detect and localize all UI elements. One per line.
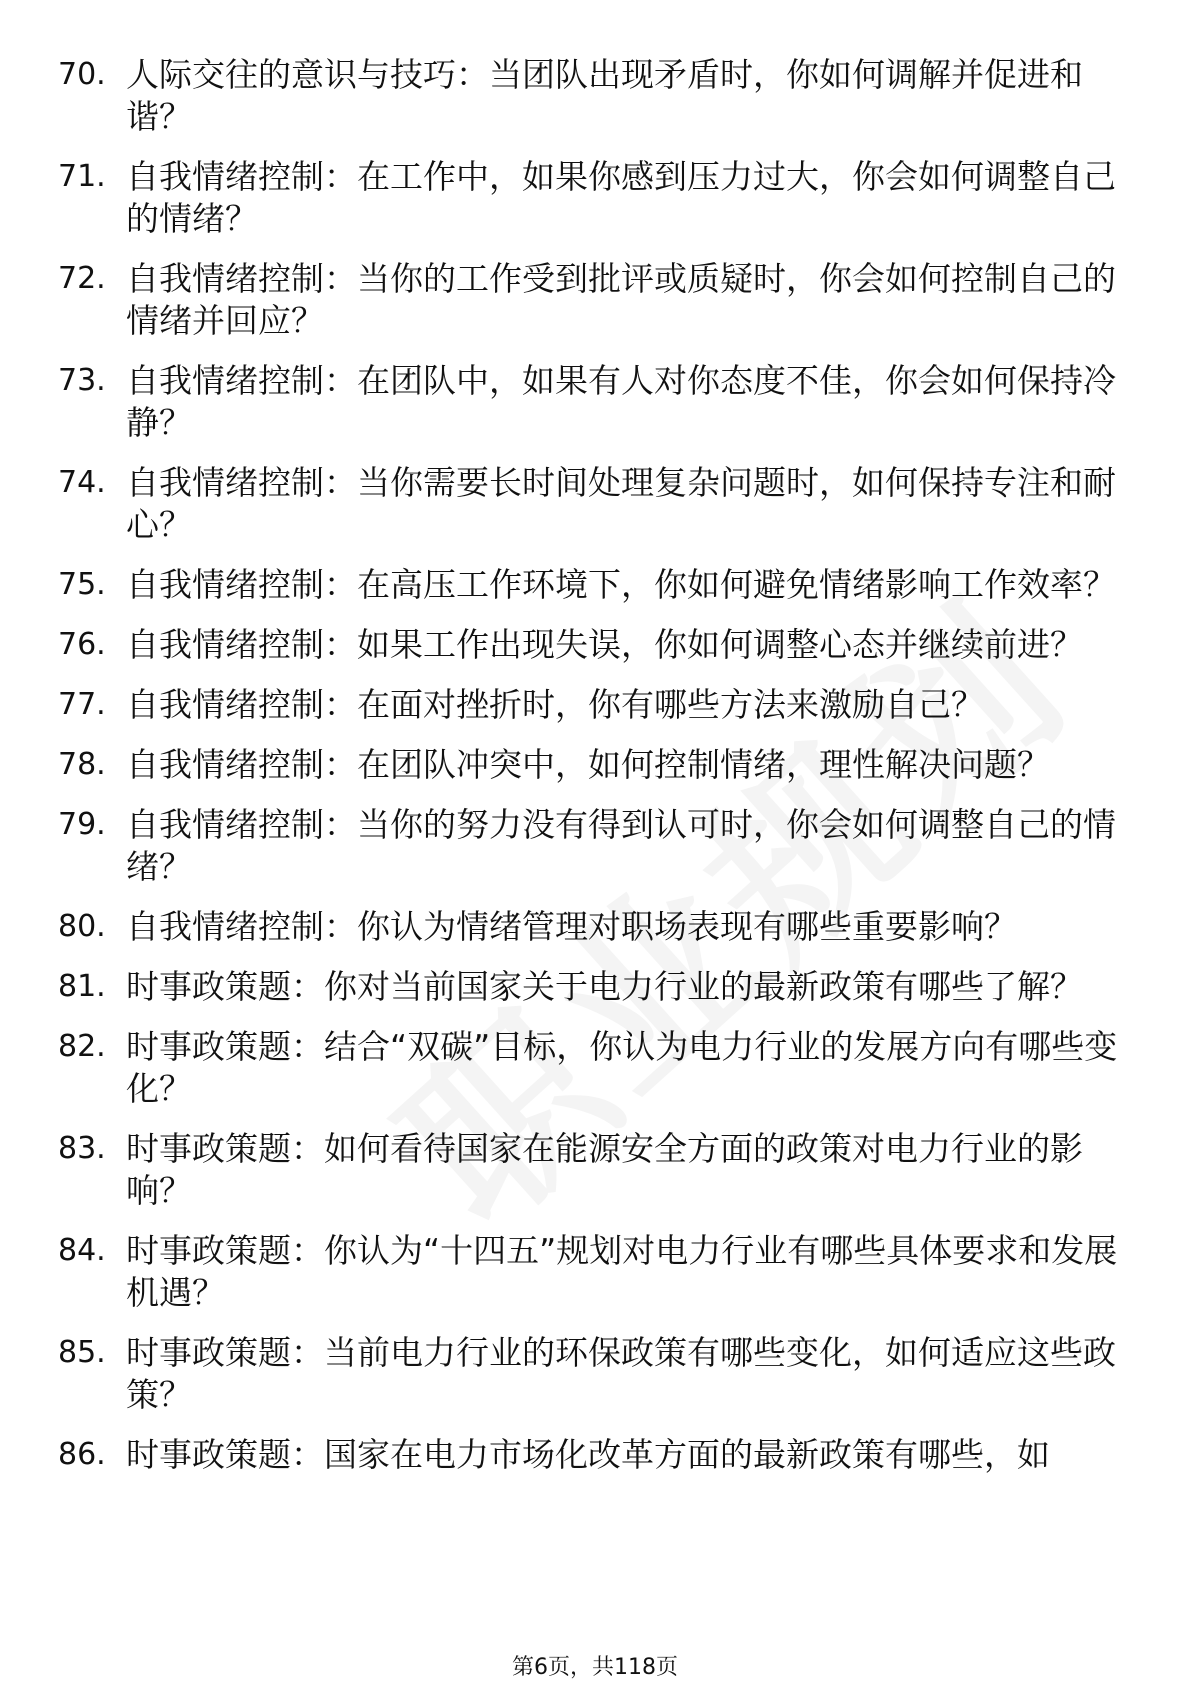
- list-item: [58, 804, 1128, 888]
- item-number: 79.: [58, 807, 106, 842]
- item-text: 人际交往的意识与技巧：当团队出现矛盾时，你如何调解并促进和谐？: [126, 55, 1083, 136]
- item-number: 77.: [58, 687, 106, 722]
- list-item: [58, 360, 1128, 444]
- item-number: 84.: [58, 1233, 106, 1268]
- list-item: [58, 462, 1128, 546]
- item-text: 时事政策题：当前电力行业的环保政策有哪些变化，如何适应这些政策？: [126, 1333, 1116, 1414]
- list-item: [58, 906, 1128, 948]
- item-number: 70.: [58, 57, 106, 92]
- item-text: 自我情绪控制：在面对挫折时，你有哪些方法来激励自己？: [126, 685, 984, 724]
- item-text: 自我情绪控制：当你的努力没有得到认可时，你会如何调整自己的情绪？: [126, 805, 1116, 886]
- item-number: 74.: [58, 465, 106, 500]
- list-item: [58, 156, 1128, 240]
- list-item: [58, 1230, 1128, 1314]
- item-text: 自我情绪控制：在高压工作环境下，你如何避免情绪影响工作效率？: [126, 565, 1116, 604]
- item-number: 82.: [58, 1029, 106, 1064]
- item-number: 75.: [58, 567, 106, 602]
- list-item: [58, 1026, 1128, 1110]
- item-text: 自我情绪控制：在团队冲突中，如何控制情绪，理性解决问题？: [126, 745, 1050, 784]
- item-number: 83.: [58, 1131, 106, 1166]
- list-item: [58, 1128, 1128, 1212]
- item-number: 71.: [58, 159, 106, 194]
- list-item: [58, 1332, 1128, 1416]
- item-number: 80.: [58, 909, 106, 944]
- item-number: 78.: [58, 747, 106, 782]
- list-item: [58, 564, 1128, 606]
- item-text: 时事政策题：结合“双碳”目标，你认为电力行业的发展方向有哪些变化？: [126, 1027, 1118, 1108]
- item-number: 76.: [58, 627, 106, 662]
- list-item: [58, 684, 1128, 726]
- page-footer: 第6页，共118页: [512, 1655, 678, 1680]
- item-text: 时事政策题：国家在电力市场化改革方面的最新政策有哪些，如: [126, 1435, 1050, 1474]
- item-text: 自我情绪控制：如果工作出现失误，你如何调整心态并继续前进？: [126, 625, 1083, 664]
- item-text: 时事政策题：你对当前国家关于电力行业的最新政策有哪些了解？: [126, 967, 1083, 1006]
- list-item: [58, 258, 1128, 342]
- item-number: 81.: [58, 969, 106, 1004]
- item-text: 自我情绪控制：在团队中，如果有人对你态度不佳，你会如何保持冷静？: [126, 361, 1116, 442]
- item-text: 自我情绪控制：你认为情绪管理对职场表现有哪些重要影响？: [126, 907, 1017, 946]
- item-number: 73.: [58, 363, 106, 398]
- item-number: 86.: [58, 1437, 106, 1472]
- item-text: 自我情绪控制：当你需要长时间处理复杂问题时，如何保持专注和耐心？: [126, 463, 1116, 544]
- list-item: [58, 54, 1128, 138]
- item-text: 自我情绪控制：在工作中，如果你感到压力过大，你会如何调整自己的情绪？: [126, 157, 1116, 238]
- item-text: 自我情绪控制：当你的工作受到批评或质疑时，你会如何控制自己的情绪并回应？: [126, 259, 1116, 340]
- item-number: 72.: [58, 261, 106, 296]
- item-text: 时事政策题：如何看待国家在能源安全方面的政策对电力行业的影响？: [126, 1129, 1083, 1210]
- item-number: 85.: [58, 1335, 106, 1370]
- question-list: [58, 54, 1128, 1494]
- list-item: [58, 624, 1128, 666]
- item-text: 时事政策题：你认为“十四五”规划对电力行业有哪些具体要求和发展机遇？: [126, 1231, 1118, 1312]
- list-item: [58, 966, 1128, 1008]
- list-item: [58, 1434, 1128, 1476]
- list-item: [58, 744, 1128, 786]
